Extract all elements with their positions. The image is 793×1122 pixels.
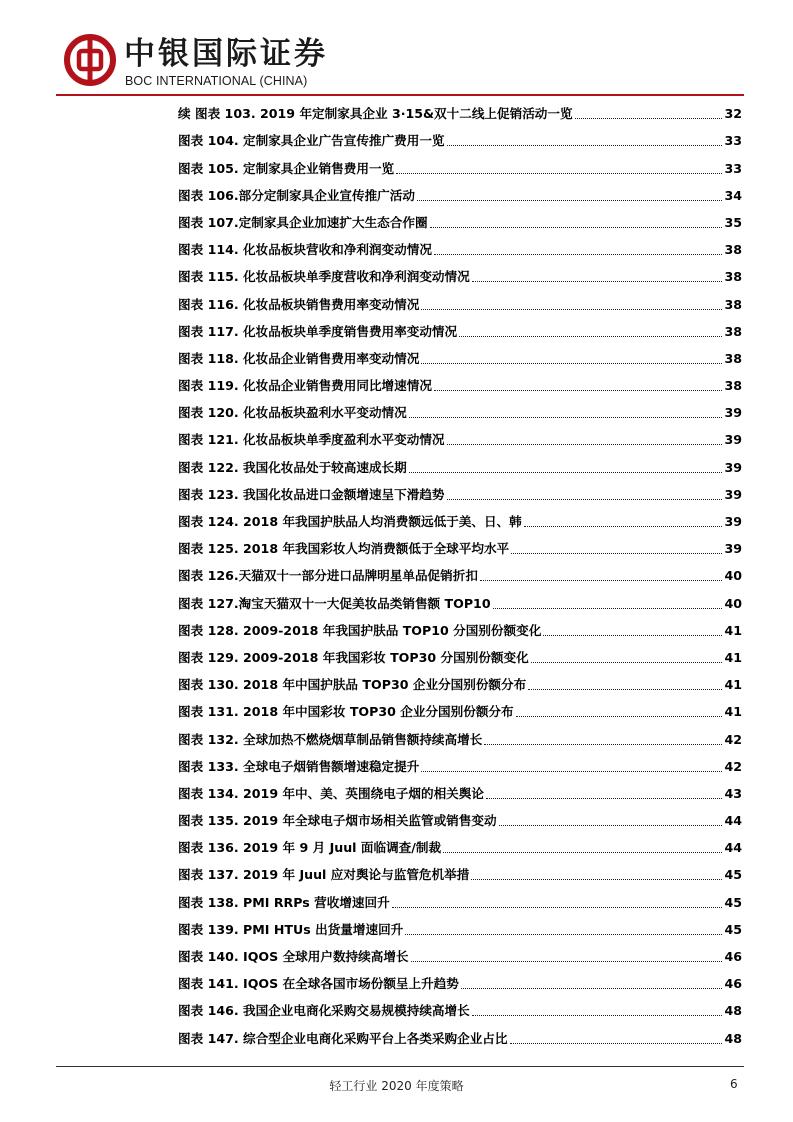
toc-dot-leader xyxy=(409,417,723,418)
toc-entry[interactable] xyxy=(178,287,742,314)
toc-dot-leader xyxy=(471,879,722,880)
page-header xyxy=(56,20,756,100)
toc-entry-page: 39 xyxy=(724,432,742,448)
toc-entry-title: 图表 115. 化妆品板块单季度营收和净利润变动情况 xyxy=(178,269,470,285)
brand-name-cn: 中银国际证券 xyxy=(124,36,328,72)
toc-entry-title: 图表 139. PMI HTUs 出货量增速回升 xyxy=(178,921,404,937)
toc-dot-leader xyxy=(421,309,722,310)
toc-entry[interactable] xyxy=(178,1021,742,1048)
figure-index-list xyxy=(178,97,742,1049)
toc-entry-page: 43 xyxy=(724,785,742,801)
toc-entry-title: 图表 107.定制家具企业加速扩大生态合作圈 xyxy=(178,214,428,230)
toc-entry[interactable] xyxy=(178,260,742,287)
toc-entry[interactable] xyxy=(178,858,742,885)
toc-entry-page: 39 xyxy=(724,541,742,557)
toc-entry-title: 图表 123. 我国化妆品进口金额增速呈下滑趋势 xyxy=(178,486,445,502)
toc-dot-leader xyxy=(480,580,723,581)
toc-dot-leader xyxy=(499,825,723,826)
toc-entry-title: 图表 125. 2018 年我国彩妆人均消费额低于全球平均水平 xyxy=(178,541,510,557)
toc-entry-page: 32 xyxy=(724,106,742,122)
toc-entry[interactable] xyxy=(178,940,742,967)
toc-entry-title: 图表 126.天猫双十一部分进口品牌明星单品促销折扣 xyxy=(178,568,478,584)
toc-dot-leader xyxy=(524,526,723,527)
toc-entry[interactable] xyxy=(178,614,742,641)
toc-entry-title: 图表 127.淘宝天猫双十一大促美妆品类销售额 TOP10 xyxy=(178,595,491,611)
toc-entry-page: 33 xyxy=(724,160,742,176)
toc-entry-title: 图表 116. 化妆品板块销售费用率变动情况 xyxy=(178,296,420,312)
toc-entry-page: 45 xyxy=(724,894,742,910)
toc-entry-title: 图表 118. 化妆品企业销售费用率变动情况 xyxy=(178,350,420,366)
toc-entry[interactable] xyxy=(178,559,742,586)
toc-entry[interactable] xyxy=(178,641,742,668)
toc-dot-leader xyxy=(430,227,723,228)
toc-entry-page: 38 xyxy=(724,350,742,366)
toc-dot-leader xyxy=(516,716,723,717)
toc-entry[interactable] xyxy=(178,450,742,477)
toc-entry[interactable] xyxy=(178,750,742,777)
toc-entry-page: 46 xyxy=(724,976,742,992)
toc-entry-page: 42 xyxy=(724,758,742,774)
toc-entry[interactable] xyxy=(178,586,742,613)
toc-entry-title: 图表 130. 2018 年中国护肤品 TOP30 企业分国别份额分布 xyxy=(178,677,527,693)
toc-dot-leader xyxy=(493,608,723,609)
toc-entry[interactable] xyxy=(178,369,742,396)
toc-entry-title: 图表 117. 化妆品板块单季度销售费用率变动情况 xyxy=(178,323,458,339)
toc-entry[interactable] xyxy=(178,668,742,695)
toc-entry-title: 图表 140. IQOS 全球用户数持续高增长 xyxy=(178,949,409,964)
toc-dot-leader xyxy=(396,173,722,174)
toc-entry-page: 44 xyxy=(724,813,742,829)
toc-entry-title: 图表 137. 2019 年 Juul 应对舆论与监管危机举措 xyxy=(178,867,470,883)
toc-entry[interactable] xyxy=(178,396,742,423)
toc-entry-page: 41 xyxy=(724,677,742,693)
toc-entry-title: 图表 124. 2018 年我国护肤品人均消费额远低于美、日、韩 xyxy=(178,514,522,529)
toc-entry[interactable] xyxy=(178,179,742,206)
toc-entry[interactable] xyxy=(178,532,742,559)
toc-entry-page: 38 xyxy=(724,269,742,285)
toc-entry[interactable] xyxy=(178,777,742,804)
toc-dot-leader xyxy=(447,444,723,445)
toc-dot-leader xyxy=(575,118,723,119)
toc-entry-page: 48 xyxy=(724,1030,742,1046)
toc-entry-page: 41 xyxy=(724,622,742,638)
toc-dot-leader xyxy=(510,1043,723,1044)
toc-entry-page: 46 xyxy=(724,949,742,964)
toc-entry-title: 图表 114. 化妆品板块营收和净利润变动情况 xyxy=(178,242,432,258)
footer-report-title: 轻工行业 2020 年度策略 xyxy=(329,1079,464,1093)
toc-entry-title: 图表 135. 2019 年全球电子烟市场相关监管或销售变动 xyxy=(178,813,497,829)
toc-dot-leader xyxy=(461,988,723,989)
toc-entry[interactable] xyxy=(178,885,742,912)
toc-dot-leader xyxy=(543,635,722,636)
toc-entry-title: 图表 131. 2018 年中国彩妆 TOP30 企业分国别份额分布 xyxy=(178,704,514,720)
toc-entry[interactable] xyxy=(178,994,742,1021)
toc-dot-leader xyxy=(447,145,723,146)
toc-entry-title: 图表 132. 全球加热不燃烧烟草制品销售额持续高增长 xyxy=(178,731,483,747)
toc-entry-page: 34 xyxy=(724,187,742,203)
toc-dot-leader xyxy=(417,200,723,201)
toc-dot-leader xyxy=(411,961,723,962)
toc-entry-page: 39 xyxy=(724,405,742,421)
toc-dot-leader xyxy=(447,499,723,500)
toc-entry-page: 38 xyxy=(724,378,742,394)
boc-logo-icon xyxy=(64,34,116,86)
toc-entry-page: 38 xyxy=(724,296,742,312)
toc-dot-leader xyxy=(405,934,722,935)
toc-entry-page: 44 xyxy=(724,840,742,856)
toc-dot-leader xyxy=(409,472,723,473)
brand-name-en: BOC INTERNATIONAL (CHINA) xyxy=(125,74,308,88)
toc-entry[interactable] xyxy=(178,97,742,124)
toc-entry-title: 图表 138. PMI RRPs 营收增速回升 xyxy=(178,894,390,910)
toc-entry-page: 33 xyxy=(724,133,742,149)
toc-entry-title: 图表 106.部分定制家具企业宣传推广活动 xyxy=(178,187,415,203)
toc-dot-leader xyxy=(421,771,722,772)
toc-entry-page: 42 xyxy=(724,731,742,747)
toc-dot-leader xyxy=(511,553,722,554)
toc-dot-leader xyxy=(392,907,723,908)
toc-entry[interactable] xyxy=(178,804,742,831)
toc-entry[interactable] xyxy=(178,342,742,369)
toc-dot-leader xyxy=(486,798,723,799)
toc-entry-page: 39 xyxy=(724,486,742,502)
toc-entry-title: 图表 104. 定制家具企业广告宣传推广费用一览 xyxy=(178,133,445,149)
toc-entry[interactable] xyxy=(178,722,742,749)
toc-dot-leader xyxy=(421,363,722,364)
toc-dot-leader xyxy=(528,689,722,690)
toc-dot-leader xyxy=(434,390,723,391)
toc-entry-title: 图表 120. 化妆品板块盈利水平变动情况 xyxy=(178,405,407,421)
toc-entry-title: 图表 122. 我国化妆品处于较高速成长期 xyxy=(178,459,407,475)
toc-entry-title: 图表 121. 化妆品板块单季度盈利水平变动情况 xyxy=(178,432,445,448)
toc-dot-leader xyxy=(484,744,722,745)
footer-divider xyxy=(56,1066,744,1067)
toc-dot-leader xyxy=(443,852,722,853)
toc-entry-page: 40 xyxy=(724,568,742,584)
toc-entry[interactable] xyxy=(178,831,742,858)
toc-entry-page: 41 xyxy=(724,649,742,665)
toc-entry[interactable] xyxy=(178,505,742,532)
toc-entry-page: 40 xyxy=(724,595,742,611)
toc-entry-page: 35 xyxy=(724,214,742,230)
toc-entry-page: 39 xyxy=(724,514,742,529)
toc-dot-leader xyxy=(459,336,722,337)
toc-entry[interactable] xyxy=(178,124,742,151)
toc-entry[interactable] xyxy=(178,967,742,994)
toc-dot-leader xyxy=(531,662,723,663)
page-number: 6 xyxy=(730,1077,738,1091)
toc-entry-title: 图表 119. 化妆品企业销售费用同比增速情况 xyxy=(178,378,432,394)
toc-entry-page: 38 xyxy=(724,323,742,339)
toc-entry-title: 图表 136. 2019 年 9 月 Juul 面临调查/制裁 xyxy=(178,840,442,856)
toc-entry-title: 图表 146. 我国企业电商化采购交易规模持续高增长 xyxy=(178,1003,470,1019)
toc-entry[interactable] xyxy=(178,695,742,722)
toc-entry-title: 图表 141. IQOS 在全球各国市场份额呈上升趋势 xyxy=(178,976,459,992)
toc-entry-page: 39 xyxy=(724,459,742,475)
toc-entry-page: 38 xyxy=(724,242,742,258)
toc-entry-title: 图表 105. 定制家具企业销售费用一览 xyxy=(178,160,395,176)
toc-entry-title: 图表 147. 综合型企业电商化采购平台上各类采购企业占比 xyxy=(178,1030,508,1046)
toc-entry[interactable] xyxy=(178,151,742,178)
toc-entry-page: 48 xyxy=(724,1003,742,1019)
toc-dot-leader xyxy=(472,1015,723,1016)
toc-entry-title: 图表 128. 2009-2018 年我国护肤品 TOP10 分国别份额变化 xyxy=(178,622,542,638)
toc-entry-title: 图表 129. 2009-2018 年我国彩妆 TOP30 分国别份额变化 xyxy=(178,649,529,665)
header-divider xyxy=(56,94,744,96)
toc-entry[interactable] xyxy=(178,423,742,450)
toc-entry[interactable] xyxy=(178,913,742,940)
toc-entry-page: 45 xyxy=(724,867,742,883)
toc-entry-title: 图表 133. 全球电子烟销售额增速稳定提升 xyxy=(178,758,420,774)
toc-entry[interactable] xyxy=(178,206,742,233)
toc-entry[interactable] xyxy=(178,233,742,260)
toc-entry-page: 41 xyxy=(724,704,742,720)
toc-entry-page: 45 xyxy=(724,921,742,937)
toc-entry[interactable] xyxy=(178,478,742,505)
toc-entry-title: 图表 134. 2019 年中、美、英围绕电子烟的相关舆论 xyxy=(178,785,484,801)
toc-dot-leader xyxy=(434,254,723,255)
toc-entry-title: 续 图表 103. 2019 年定制家具企业 3·15&双十二线上促销活动一览 xyxy=(178,106,573,122)
toc-entry[interactable] xyxy=(178,315,742,342)
toc-dot-leader xyxy=(472,281,723,282)
